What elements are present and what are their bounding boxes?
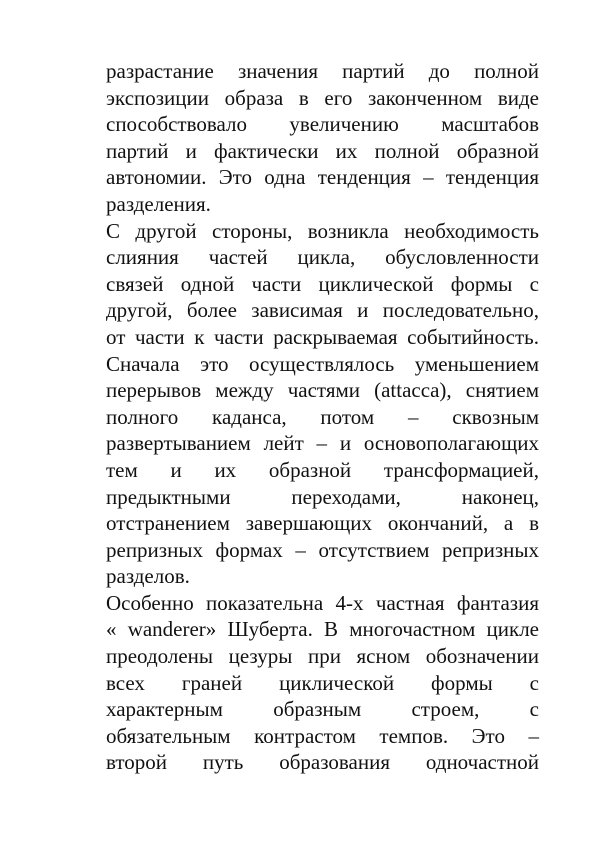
text-line: предыктными переходами, наконец, — [106, 484, 539, 509]
text-line: Особенно показательна 4-х частная фантазия — [106, 590, 539, 615]
text-line: другой, более зависимая и последовательно, — [106, 298, 539, 323]
text-line: разрастание значения партий до полной — [106, 59, 539, 83]
text-line: партий и фактически их полной образной — [106, 138, 539, 163]
text-line: преодолены цезуры при ясном обозначении — [106, 644, 539, 669]
text-line: С другой стороны, возникла необходимость — [106, 218, 539, 243]
text-line: обязательным контрастом темпов. Это – — [106, 723, 539, 748]
text-line: автономии. Это одна тенденция – тенденция — [106, 165, 539, 190]
text-line: развертыванием лейт – и основополагающих — [106, 431, 539, 456]
text-line: всех граней циклической формы с — [106, 670, 539, 695]
text-line: экспозиции образа в его законченном виде — [106, 85, 539, 110]
text-line: « wanderer» Шуберта. В многочастном цикле — [106, 617, 539, 642]
text-line: Сначала это осуществлялось уменьшением — [106, 351, 539, 376]
text-line: слияния частей цикла, обусловленности — [106, 245, 539, 270]
text-line: связей одной части циклической формы с — [106, 271, 539, 296]
paragraph — [106, 58, 539, 218]
text-line: разделения. — [106, 191, 211, 216]
text-line: перерывов между частями (attacca), снятием — [106, 378, 539, 403]
body-text — [106, 58, 539, 776]
text-line: полного каданса, потом – сквозным — [106, 404, 539, 429]
text-line: характерным образным строем, с — [106, 697, 539, 722]
text-line: тем и их образной трансформацией, — [106, 457, 539, 482]
text-line: отстранением завершающих окончаний, а в — [106, 511, 539, 536]
paragraph — [106, 218, 539, 590]
text-line: репризных формах – отсутствием репризных — [106, 537, 539, 562]
paragraph — [106, 590, 539, 776]
text-line: от части к части раскрываемая событийность. — [106, 324, 539, 349]
text-line: разделов. — [106, 564, 190, 589]
text-line: способствовало увеличению масштабов — [106, 112, 539, 137]
text-line: второй путь образования одночастной — [106, 750, 539, 775]
